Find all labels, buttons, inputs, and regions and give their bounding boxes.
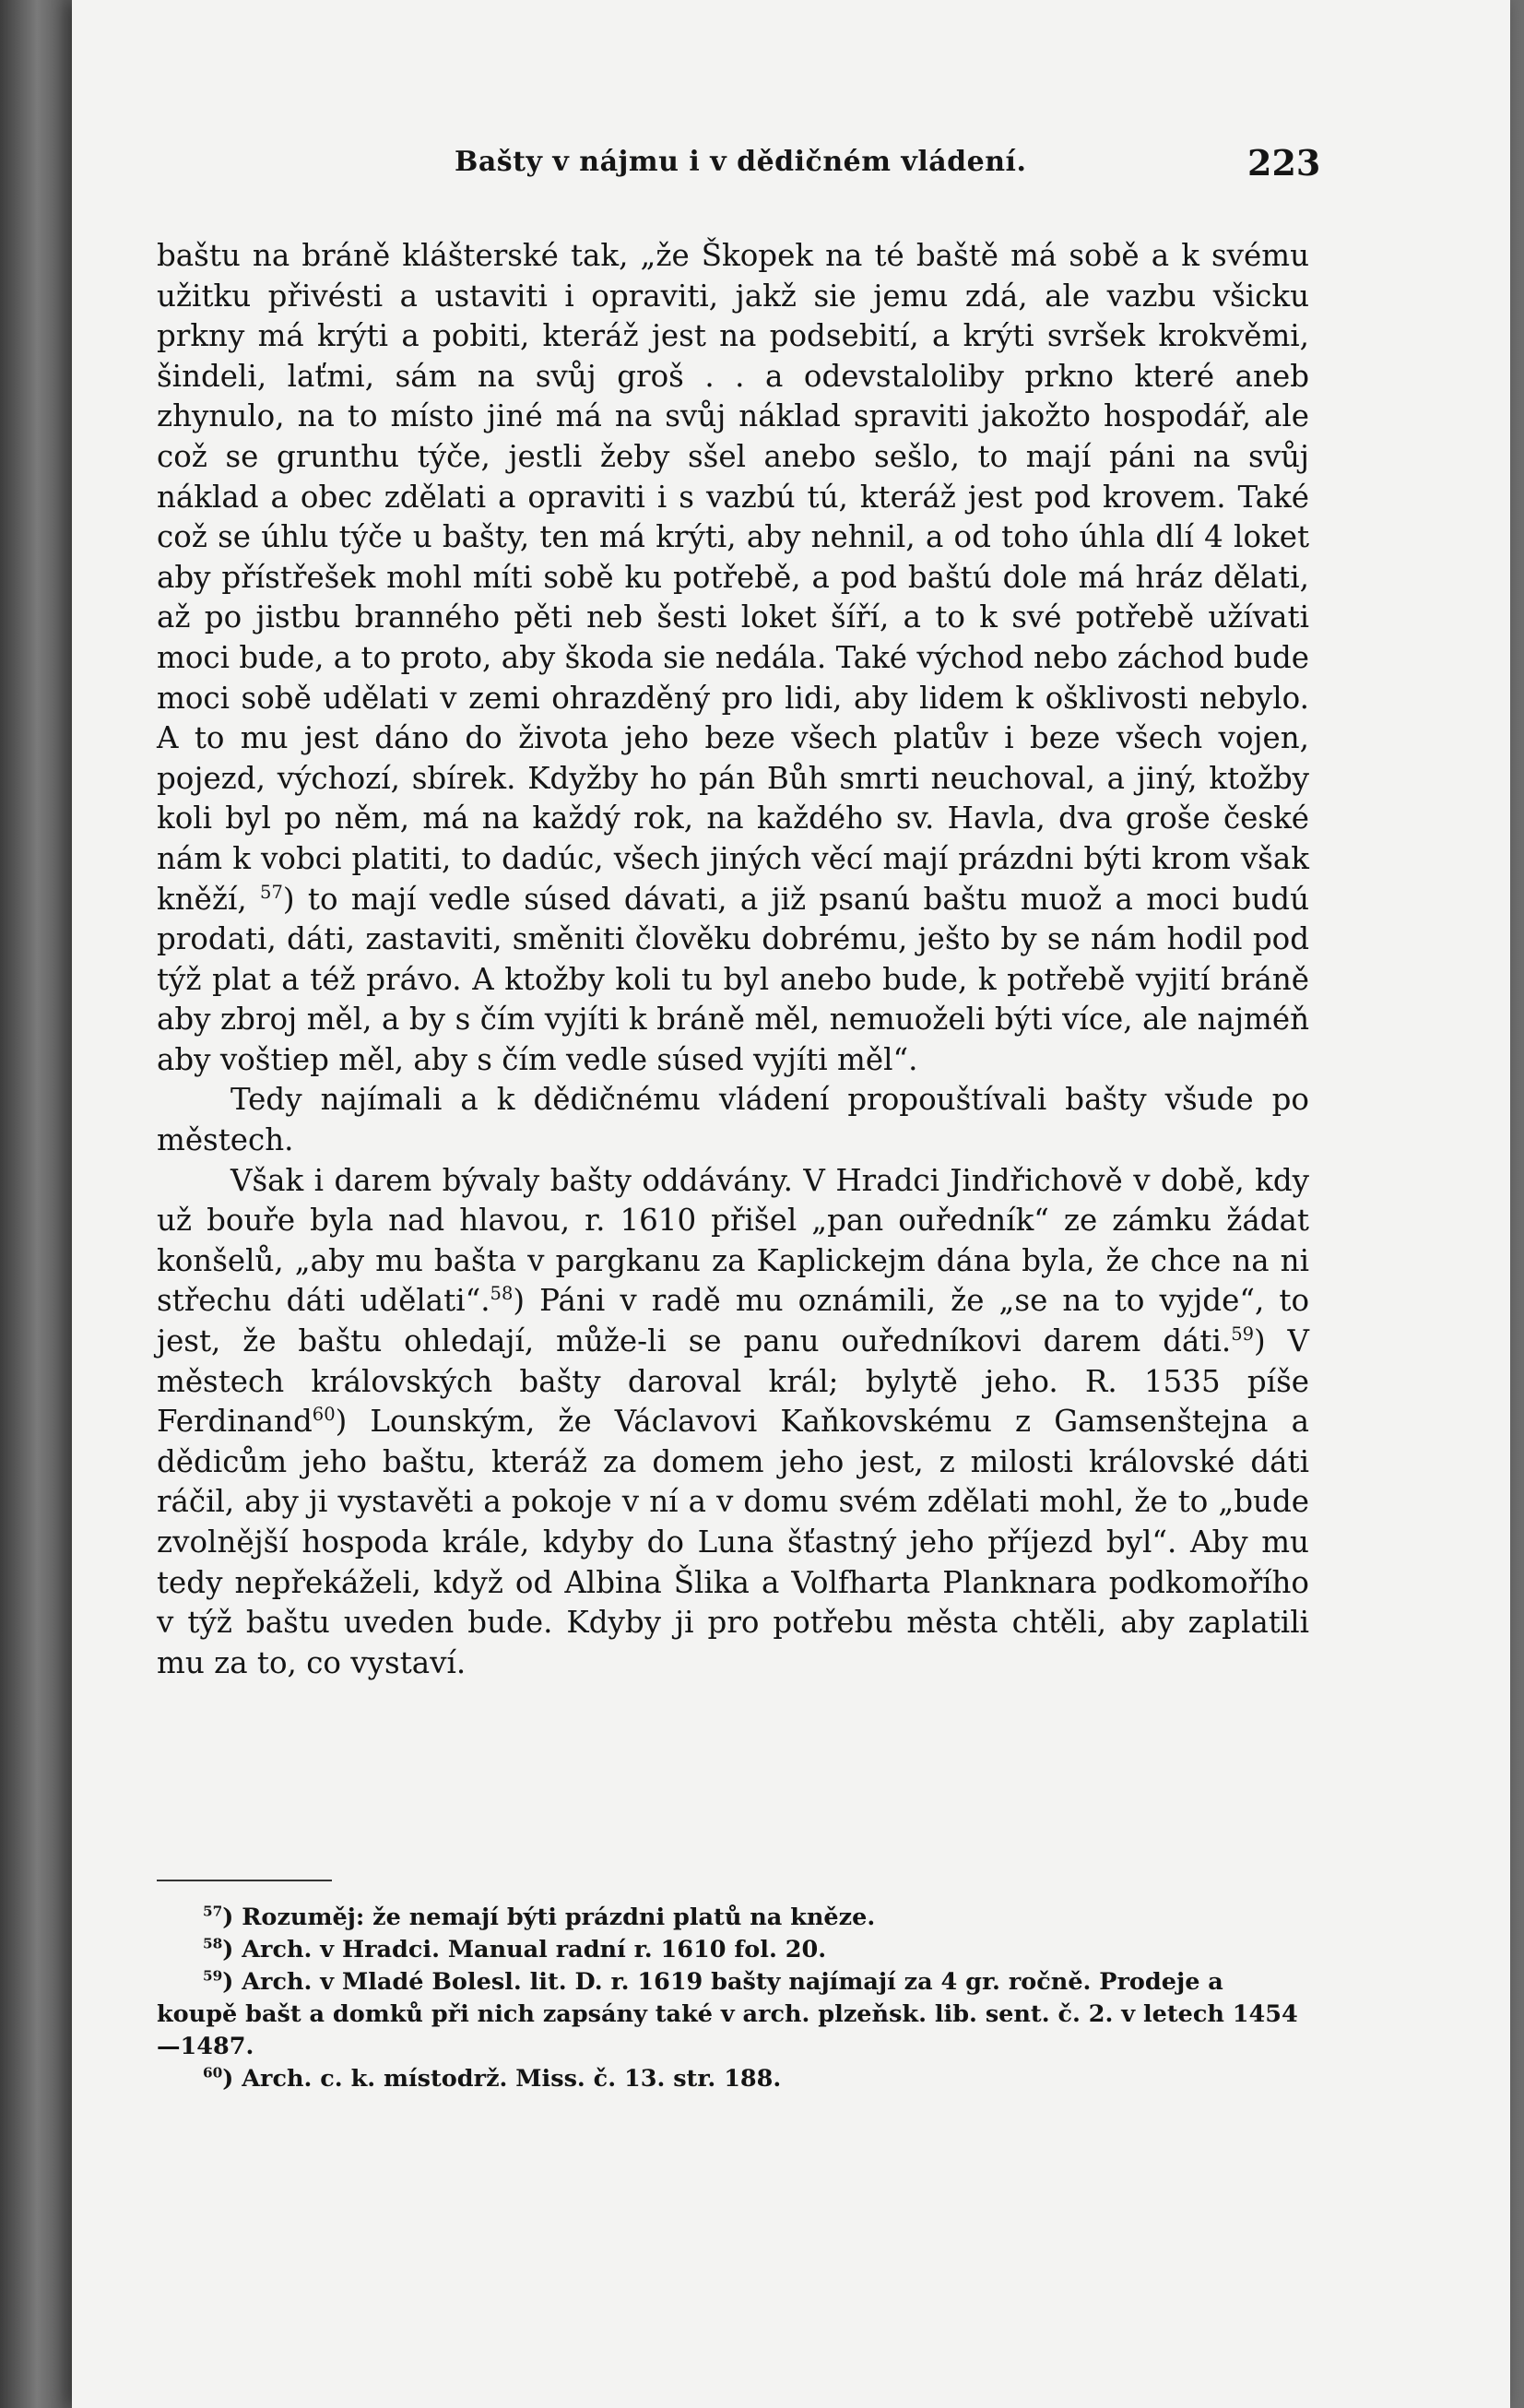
footnote-text: ) Rozuměj: že nemají býti prázdni platů na kněze. <box>222 1904 876 1931</box>
page-number: 223 <box>1247 142 1321 184</box>
paragraph-1 <box>157 236 1309 1080</box>
paragraph-2-text: Tedy najímali a k dědičnému vládení propouštívali bašty všude po městech. <box>157 1082 1309 1158</box>
footnote-59 <box>157 1966 1309 2063</box>
footnote-mark: 58 <box>203 1935 223 1952</box>
footnote-ref-60: 60 <box>312 1404 336 1426</box>
paragraph-3 <box>157 1161 1309 1684</box>
paragraph-1-text: baštu na bráně klášterské tak, „že Škopek na té baště má sobě a k svému užitku přivésti a ustaviti i opraviti, jakž sie jemu zdá, ale vazbu všicku prkny má krýti a pobiti, kteráž jest na podsebití, a krýti svršek krokvěmi, šindeli, laťmi, sám na svůj groš . . a odevstaloliby prkno které aneb zhynulo, na to místo jiné má na svůj náklad spraviti jakožto hospodář, ale což se grunthu týče, jestli žeby sšel anebo sešlo, to mají páni na svůj náklad a obec zdělati a opraviti i s vazbú tú, kteráž jest pod krovem. Také což se úhlu týče u bašty, ten má krýti, aby nehnil, a od toho úhla dlí 4 loket aby přístřešek mohl míti sobě ku potřebě, a pod baštú dole má hráz dělati, až po jistbu branného pěti neb šesti loket šíří, a to k své potřebě užívati moci bude, a to proto, aby škoda sie nedála. Také východ nebo záchod bude moci sobě udělati v zemi ohrazděný pro lidi, aby lidem k ošklivosti nebylo. A to mu jest dáno do života jeho beze všech platův i beze všech vojen, pojezd, výchozí, sbírek. Kdyžby ho pán Bůh smrti neuchoval, a jiný, ktožby koli byl po něm, má na každý rok, na každého sv. Havla, dva groše české nám k vobci platiti, to dadúc, všech jiných věcí mají prázdni býti krom však kněží, <box>157 238 1309 917</box>
running-title: Bašty v nájmu i v dědičném vládení. <box>455 146 1027 178</box>
footnotes <box>157 1902 1309 2095</box>
footnote-60 <box>157 2063 1309 2095</box>
footnote-text: ) Arch. c. k. místodrž. Miss. č. 13. str. 188. <box>222 2065 782 2093</box>
book-page <box>72 0 1510 2408</box>
footnote-ref-57: 57 <box>260 881 283 903</box>
page-header <box>72 140 1510 196</box>
paragraph-2 <box>157 1080 1309 1160</box>
paragraph-3-mid-2: ) V městech královských bašty daroval král; bylytě jeho. R. 1535 píše Ferdinand <box>157 1323 1309 1440</box>
footnote-ref-59: 59 <box>1231 1323 1255 1346</box>
footnote-57 <box>157 1902 1309 1934</box>
paragraph-3-tail: ) Lounským, že Václavovi Kaňkovskému z Gamsenštejna a dědicům jeho baštu, kteráž za domem jeho jest, z milosti královské dáti ráčil, aby ji vystavěti a pokoje v ní a v domu svém zdělati mohl, že to „bude zvolnější hospoda krále, kdyby do Luna šťastný jeho příjezd byl“. Aby mu tedy nepřekáželi, když od Albina Šlika a Volfharta Planknara podkomořího v týž baštu uveden bude. Kdyby ji pro potřebu města chtěli, aby zaplatili mu za to, co vystaví. <box>157 1404 1309 1680</box>
footnote-text: ) Arch. v Hradci. Manual radní r. 1610 fol. 20. <box>222 1936 827 1963</box>
paragraph-3-text: Však i darem bývaly bašty oddávány. V Hradci Jindřichově v době, kdy už bouře byla nad hlavou, r. 1610 přišel „pan ouředník“ ze zámku žádat konšelů, „aby mu bašta v pargkanu za Kaplickejm dána byla, že chce na ni střechu dáti udělati“. <box>157 1162 1309 1319</box>
footnote-mark: 57 <box>203 1903 223 1920</box>
footnote-text: ) Arch. v Mladé Bolesl. lit. D. r. 1619 bašty najímají za 4 gr. ročně. Prodeje a koupě bašt a domků při nich zapsány také v arch. plzeňsk. lib. sent. č. 2. v letech 1454—1487. <box>157 1968 1298 2060</box>
footnote-mark: 60 <box>203 2064 223 2082</box>
body-text <box>157 236 1309 1683</box>
footnote-mark: 59 <box>203 1967 223 1985</box>
paragraph-3-mid-1: ) Páni v radě mu oznámili, že „se na to vyjde“, to jest, že baštu ohledají, může-li se panu ouředníkovi darem dáti. <box>157 1283 1310 1359</box>
footnote-separator <box>157 1880 332 1881</box>
footnote-58 <box>157 1934 1309 1966</box>
footnote-ref-58: 58 <box>490 1283 514 1305</box>
paragraph-1-tail: ) to mají vedle súsed dávati, a již psanú baštu muož a moci budú prodati, dáti, zastaviti, směniti člověku dobrému, ješto by se nám hodil pod týž plat a též právo. A ktožby koli tu byl anebo bude, k potřebě vyjití bráně aby zbroj měl, a by s čím vyjíti k bráně měl, nemuoželi býti více, ale najméň aby voštiep měl, aby s čím vedle súsed vyjíti měl“. <box>157 881 1309 1077</box>
